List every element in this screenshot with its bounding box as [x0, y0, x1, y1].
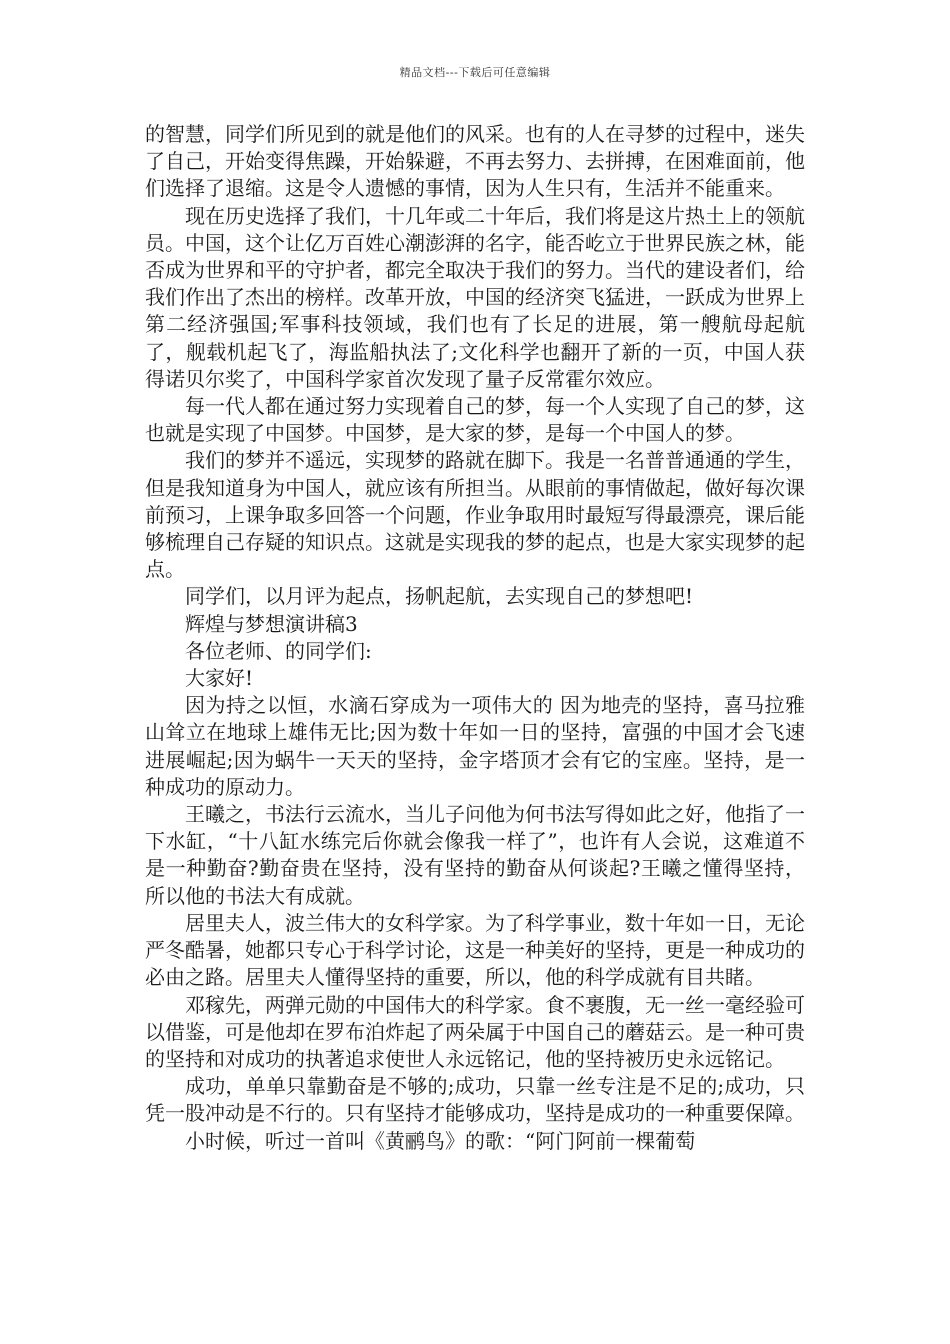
paragraph: 居里夫人，波兰伟大的女科学家。为了科学事业，数十年如一日，无论严冬酷暑，她都只专心于科学讨论，这是一种美好的坚持，更是一种成功的必由之路。居里夫人懂得坚持的重要，所以，他的科学成就有目共睹。: [145, 910, 805, 990]
paragraph: 小时候，听过一首叫《黄鹂鸟》的歌：“阿门阿前一棵葡萄: [185, 1128, 696, 1153]
paragraph: 的智慧，同学们所见到的就是他们的风采。也有的人在寻梦的过程中，迷失了自己，开始变得焦躁，开始躲避，不再去努力、去拼搏，在困难面前，他们选择了退缩。这是令人遗憾的事情，因为人生只有，生活并不能重来。: [145, 122, 805, 201]
paragraph: 同学们，以月评为起点，扬帆起航，去实现自己的梦想吧!: [185, 584, 694, 609]
paragraph: 成功，单单只靠勤奋是不够的;成功，只靠一丝专注是不足的;成功，只凭一股冲动是不行的。只有坚持才能够成功，坚持是成功的一种重要保障。: [145, 1074, 805, 1126]
paragraph: 王曦之，书法行云流水，当儿子问他为何书法写得如此之好，他指了一下水缸，“十八缸水练完后你就会像我一样了”，也许有人会说，这难道不是一种勤奋?勤奋贵在坚持，没有坚持的勤奋从何谈起?王曦之懂得坚持，所以他的书法大有成就。: [145, 802, 805, 908]
paragraph: 我们的梦并不遥远，实现梦的路就在脚下。我是一名普普通通的学生，但是我知道身为中国人，就应该有所担当。从眼前的事情做起，做好每次课前预习，上课争取多回答一个问题，作业争取用时最短写得最漂亮，课后能够梳理自己存疑的知识点。这就是实现我的梦的起点，也是大家实现梦的起点。: [145, 448, 805, 582]
paragraph: 各位老师、的同学们:: [185, 638, 372, 663]
paragraph: 邓稼先，两弹元勋的中国伟大的科学家。食不裹腹，无一丝一毫经验可以借鉴，可是他却在罗布泊炸起了两朵属于中国自己的蘑菇云。是一种可贵的坚持和对成功的执著追求使世人永远铭记，他的坚持被历史永远铭记。: [145, 992, 805, 1071]
paragraph: 大家好!: [185, 666, 254, 691]
paragraph: 因为持之以恒，水滴石穿成为一项伟大的 因为地壳的坚持，喜马拉雅山耸立在地球上雄伟无比;因为数十年如一日的坚持，富强的中国才会飞速进展崛起;因为蜗牛一天天的坚持，金字塔顶才会有它的宝座。坚持，是一种成功的原动力。: [145, 693, 805, 799]
paragraph: 现在历史选择了我们，十几年或二十年后，我们将是这片热土上的领航员。中国，这个让亿万百姓心潮澎湃的名字，能否屹立于世界民族之林，能否成为世界和平的守护者，都完全取决于我们的努力。当代的建设者们，给我们作出了杰出的榜样。改革开放，中国的经济突飞猛进，一跃成为世界上第二经济强国;军事科技领域，我们也有了长足的进展，第一艘航母起航了，舰载机起飞了，海监船执法了;文化科学也翻开了新的一页，中国人获得诺贝尔奖了，中国科学家首次发现了量子反常霍尔效应。: [145, 203, 805, 391]
paragraph: 辉煌与梦想演讲稿3: [185, 611, 358, 636]
paragraph: 每一代人都在通过努力实现着自己的梦，每一个人实现了自己的梦，这也就是实现了中国梦。中国梦，是大家的梦，是每一个中国人的梦。: [145, 394, 805, 446]
document-body: [145, 121, 805, 1155]
page-header: 精品文档---下载后可任意编辑: [399, 66, 551, 79]
